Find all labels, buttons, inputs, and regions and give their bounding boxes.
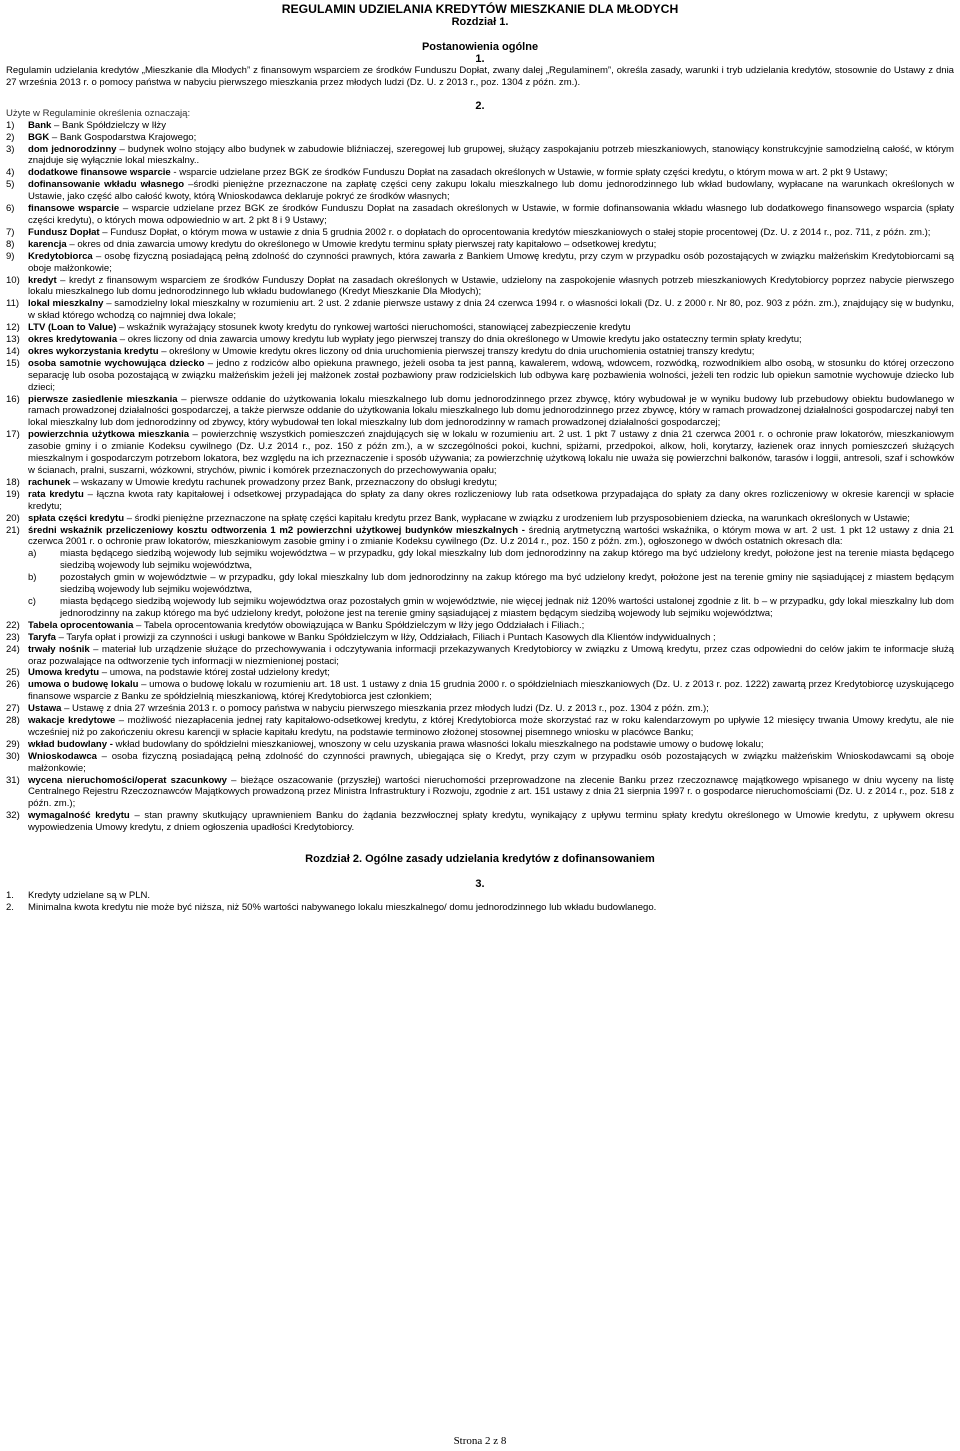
definition-term: dodatkowe finansowe wsparcie bbox=[28, 167, 171, 179]
definition-item bbox=[6, 620, 954, 632]
definition-number: 28) bbox=[6, 715, 20, 727]
chapter-2-heading: Rozdział 2. Ogólne zasady udzielania kredytów z dofinansowaniem bbox=[305, 853, 655, 866]
definition-number: 5) bbox=[6, 179, 15, 191]
definition-number: 15) bbox=[6, 357, 20, 369]
definitions-list bbox=[6, 120, 954, 834]
definition-number: 17) bbox=[6, 429, 20, 441]
definition-text: – pierwsze oddanie do użytkowania lokalu mieszkalnego lub domu jednorodzinnego przez zbywcę, który wybudował je w wyniku budowy lub przebudowy obiektu budowlanego w ramach prowadzonej działalności gospodarczej, a także pierwsze oddanie do użytkowania lokalu mieszkalnego lub domu jednorodzinnego przez zbywcę, który w ramach prowadzonej działalności gospodarczej nabył ten lokal mieszkalny lub dom jednorodzinny od zbywcy, który wybudował ten lokal mieszkalny lub dom jednorodzinny w ramach prowadzonej działalności gospodarczej; bbox=[28, 393, 954, 429]
definition-number: 11) bbox=[6, 298, 20, 310]
definition-text: – osobę fizyczną posiadającą pełną zdolność do czynności prawnych, która zawarła z Bankiem Umowę kredytu, przy czym w przypadku osób pozostających w związku małżeńskim Kredytobiorcami są oboje małżonkowie; bbox=[28, 250, 954, 274]
definition-text: – określony w Umowie kredytu okres liczony od dnia uruchomienia pierwszej transzy kredytu do dnia uruchomienia ostatniej transzy kredytu; bbox=[158, 345, 755, 357]
definition-number: 25) bbox=[6, 667, 20, 679]
paragraph-1-number: 1. bbox=[475, 53, 485, 65]
definition-text: – umowa, na podstawie której został udzielony kredyt; bbox=[99, 667, 330, 679]
definition-item bbox=[6, 227, 954, 239]
definition-term: Fundusz Dopłat bbox=[28, 226, 100, 238]
definition-item bbox=[6, 703, 954, 715]
definition-item bbox=[6, 334, 954, 346]
definition-term: okres kredytowania bbox=[28, 334, 118, 346]
definition-number: 22) bbox=[6, 619, 20, 631]
definition-number: 31) bbox=[6, 774, 20, 786]
definition-term: lokal mieszkalny bbox=[28, 298, 104, 310]
definition-item bbox=[6, 239, 954, 251]
chapter-1-heading: Rozdział 1. bbox=[451, 16, 509, 28]
definition-item bbox=[6, 477, 954, 489]
definition-text: – budynek wolno stojący albo budynek w zabudowie bliźniaczej, szeregowej lub grupowej, służący zaspokajaniu potrzeb mieszkaniowych, stanowiący konstrukcyjnie samodzielną całość, w którym znajduje się wyłącznie lokal mieszkalny.. bbox=[28, 143, 955, 167]
definition-item bbox=[6, 179, 954, 203]
definition-item bbox=[6, 251, 954, 275]
definition-text: – Tabela oprocentowania kredytów obowiązująca w Banku Spółdzielczym w Iłży jego Oddziałach i Filiach.; bbox=[133, 619, 585, 631]
definition-item bbox=[6, 275, 954, 299]
definition-item bbox=[6, 358, 954, 394]
definition-item bbox=[6, 394, 954, 430]
definition-number: 19) bbox=[6, 488, 20, 500]
definition-number: 9) bbox=[6, 250, 15, 262]
definition-text: – jedno z rodziców albo opiekuna prawnego, jeżeli osoba ta jest panną, kawalerem, wdową, wdowcem, rozwódką, rozwodnikiem albo osobą, w stosunku do której orzeczono separację lub osoba pozostającą w związku małżeńskim jeżeli jej małżonek został pozbawiony praw rodzicielskich lub odbywa karę pozbawienia wolności, jeżeli ten rodzic lub opiekun samotnie wychowuje dziecko lub dzieci; bbox=[28, 357, 954, 393]
definition-item bbox=[6, 120, 954, 132]
definition-number: 21) bbox=[6, 524, 20, 536]
definition-item bbox=[6, 715, 954, 739]
definition-item bbox=[6, 203, 954, 227]
definition-text: – samodzielny lokal mieszkalny w rozumieniu art. 2 ust. 2 zdanie pierwsze ustawy z dnia 24 czerwca 1994 r. o własności lokali (Dz. U. z 2000 r. Nr 80, poz. 903 z późn. zm.), znajdujący się w budynku, w skład którego wchodzą co najmniej dwa lokale; bbox=[28, 298, 954, 322]
definition-term: umowa o budowę lokalu bbox=[28, 679, 139, 691]
definition-item bbox=[6, 132, 954, 144]
definition-number: 3) bbox=[6, 143, 15, 155]
definition-text: - wsparcie udzielane przez BGK ze środków Funduszu Dopłat na zasadach określonych w Ustawie, w formie spłaty części kredytu, o którym mowa w art. 2 pkt 9 Ustawy; bbox=[170, 167, 888, 179]
definition-text: – Fundusz Dopłat, o którym mowa w ustawie z dnia 5 grudnia 2002 r. o dopłatach do oprocentowania kredytów mieszkaniowych o stałej stopie procentowej (Dz. U. z 2014 r., poz. 711, z późn. zm.); bbox=[99, 226, 931, 238]
definition-number: 23) bbox=[6, 631, 20, 643]
definition-number: 8) bbox=[6, 238, 15, 250]
definition-text: – Ustawę z dnia 27 września 2013 r. o pomocy państwa w nabyciu pierwszego mieszkania przez młodych ludzi (Dz. U. z 2013 r., poz. 1304 z późn. zm.); bbox=[61, 703, 709, 715]
subitem-letter: a) bbox=[28, 548, 37, 560]
definition-term: osoba samotnie wychowująca dziecko bbox=[28, 357, 205, 369]
definition-number: 14) bbox=[6, 345, 20, 357]
definition-number: 29) bbox=[6, 738, 20, 750]
paragraph-3-number: 3. bbox=[475, 878, 485, 891]
definition-text: –środki pieniężne przeznaczone na zapłatę części ceny zakupu lokalu mieszkalnego lub domu jednorodzinnego lub wkład budowlany, wypłacane na warunkach określonych w Ustawie, jako część albo całość kwoty, którą Wnioskodawca deklaruje pokryć ze środków własnych; bbox=[28, 179, 954, 203]
definition-text: – umowa o budowę lokalu w rozumieniu art. 18 ust. 1 ustawy z dnia 15 grudnia 2000 r. o spółdzielniach mieszkaniowych (Dz. U. z 2013 r. poz. 1222) zawartą przez Kredytobiorcę uzyskującego finansowe wsparcie z Banku ze spółdzielnią mieszkaniową, której Kredytobiorca jest członkiem; bbox=[28, 679, 954, 703]
definition-text: – Bank Gospodarstwa Krajowego; bbox=[49, 131, 197, 143]
definition-term: Wnioskodawca bbox=[28, 750, 97, 762]
page-footer: Strona 2 z 8 bbox=[453, 1435, 507, 1447]
definition-text: – wskaźnik wyrażający stosunek kwoty kredytu do rynkowej wartości nieruchomości, stanowiącej zabezpieczenie kredytu bbox=[116, 322, 631, 334]
definition-number: 30) bbox=[6, 750, 20, 762]
definition-text: – Taryfa opłat i prowizji za czynności i usługi bankowe w Banku Spółdzielczym w Iłży, Oddziałach, Filiach i Puntach Kasowych dla Klientów indywidualnych ; bbox=[55, 631, 716, 643]
subitem-letter: c) bbox=[28, 595, 36, 607]
chapter-2-item-number: 1. bbox=[6, 890, 14, 902]
definition-number: 7) bbox=[6, 226, 15, 238]
subitem-text: pozostałych gmin w województwie – w przypadku, gdy lokal mieszkalny lub dom jednorodzinny na zakup którego ma być udzielony kredyt, położone jest na terenie gminy nie sąsiadującej z miastem będącym siedzibą wojewody lub sejmiku województwa, bbox=[60, 572, 954, 596]
paragraph-1-text: Regulamin udzielania kredytów „Mieszkanie dla Młodych” z finansowym wsparciem ze środków Funduszu Dopłat, zwany dalej „Regulaminem”, określa zasady, warunki i tryb udzielania kredytów, stosownie do Ustawy z dnia 27 września 2013 r. o pomocy państwa w nabyciu pierwszego mieszkania przez młodych ludzi (Dz. U. z 2013 r., poz. 1304 z późn. zm.). bbox=[6, 65, 954, 88]
definition-subitem bbox=[28, 596, 954, 620]
definition-text: – kredyt z finansowym wsparciem ze środków Funduszy Dopłat na zasadach określonych w Ustawie, udzielony na zaspokojenie własnych potrzeb mieszkaniowych Kredytobiorcy poprzez nabycie pierwszego lokalu mieszkalnego lub domu jednorodzinnego lub wkładu budowlanego (Kredyt Mieszkanie Dla Młodych); bbox=[28, 274, 954, 298]
definition-term: rachunek bbox=[28, 476, 71, 488]
definition-number: 24) bbox=[6, 643, 20, 655]
definition-text: – stan prawny skutkujący uprawnieniem Banku do żądania bezzwłocznej spłaty kredytu, wynikający z upływu terminu spłaty kredytu określonego w Umowie kredytu, z upływem okresu wypowiedzenia Umowy kredytu, z dniem ogłoszenia upadłości Kredytobiorcy. bbox=[28, 810, 955, 834]
definition-item bbox=[6, 810, 954, 834]
definition-item bbox=[6, 489, 954, 513]
definition-number: 26) bbox=[6, 679, 20, 691]
definition-item bbox=[6, 346, 954, 358]
definition-text: – osoba fizyczną posiadającą pełną zdolność do czynności prawnych, ubiegająca się o Kredyt, przy czym w przypadku osób pozostających w związku małżeńskim Wnioskodawcami są oboje małżonkowie; bbox=[28, 750, 954, 774]
definition-number: 10) bbox=[6, 274, 20, 286]
definition-item bbox=[6, 144, 954, 168]
definition-term: okres wykorzystania kredytu bbox=[28, 345, 159, 357]
definition-number: 32) bbox=[6, 810, 20, 822]
definition-term: powierzchnia użytkowa mieszkania bbox=[28, 429, 190, 441]
definition-number: 12) bbox=[6, 322, 20, 334]
definition-text: – bieżące oszacowanie (przyszłej) wartości nieruchomości przeprowadzone na zlecenie Banku przez rzeczoznawcę majątkowego wpisanego w dniu wyceny na listę Centralnego Rejestru Rzeczoznawców Majątkowych prowadzoną przez Ministra Infrastruktury i Rozwoju, zgodnie z art. 151 ustawy z dnia 21 sierpnia 1997 r. o gospodarce nieruchomościami (Dz. U. z 2014 r., poz. 518 z późn. zm.); bbox=[28, 774, 954, 810]
definition-term: BGK bbox=[28, 131, 50, 143]
subitem-text: miasta będącego siedzibą wojewody lub sejmiku województwa oraz pozostałych gmin w województwie, nie więcej jednak niż 120% wartości ustalonej zgodnie z lit. b – w przypadku, gdy lokal mieszkalny lub dom jednorodzinny na zakup którego ma być udzielony kredyt, położone jest na terenie gminy sąsiadującej z miastem będącym siedzibą wojewody lub sejmiku województwa; bbox=[60, 595, 954, 619]
definition-term: karencja bbox=[28, 238, 67, 250]
definition-term: wkład budowlany - bbox=[28, 738, 113, 750]
definition-text: – Bank Spółdzielczy w Iłży bbox=[51, 119, 166, 131]
definition-number: 6) bbox=[6, 203, 15, 215]
chapter-2-item-text: Minimalna kwota kredytu nie może być niższa, niż 50% wartości nabywanego lokalu mieszkalnego/ domu jednorodzinnego lub wkładu budowlanego. bbox=[28, 902, 657, 913]
definition-item bbox=[6, 525, 954, 620]
definition-sublist bbox=[28, 548, 954, 619]
definition-item bbox=[6, 679, 954, 703]
definition-item bbox=[6, 167, 954, 179]
definition-item bbox=[6, 513, 954, 525]
paragraph-2-intro: Użyte w Regulaminie określenia oznaczają: bbox=[6, 107, 191, 119]
definition-term: Kredytobiorca bbox=[28, 250, 93, 262]
definition-text: – środki pieniężne przeznaczone na spłatę części kapitału kredytu przez Bank, wypłacane w związku z urodzeniem lub przysposobieniem dziecka, na warunkach określonych w Ustawie; bbox=[124, 512, 910, 524]
chapter-2-item bbox=[6, 902, 954, 914]
definition-term: Taryfa bbox=[28, 631, 56, 643]
definition-number: 2) bbox=[6, 131, 15, 143]
definition-term: finansowe wsparcie bbox=[28, 203, 120, 215]
definition-text: – możliwość niezapłacenia jednej raty kapitałowo-odsetkowej kredytu, z której Kredytobiorca może skorzystać raz w roku kalendarzowym po upływie 12 miesięcy trwania Umowy kredytu, ale nie wcześniej niż po zakończeniu okresu karencji w spłacie kapitału kredytu, na podstawie terminowo złożonej stosownej pisemnego wniosku w placówce Banku; bbox=[28, 715, 954, 738]
definition-term: wakacje kredytowe bbox=[28, 715, 116, 727]
definition-term: pierwsze zasiedlenie mieszkania bbox=[28, 393, 178, 405]
definition-text: – powierzchnię wszystkich pomieszczeń znajdujących się w lokalu w rozumieniu art. 2 ust. 1 pkt 7 ustawy z dnia 21 czerwca 2001 r. o ochronie praw lokatorów, mieszkaniowym zasobie gminy i o zmianie Kodeksu cywilnego (Dz. U.z 2014 r., poz. 150 z późn zm.), a w szczególności pokoi, kuchni, spiżarni, przedpokoi, alkow, holi, korytarzy, łazienek oraz innych pomieszczeń służących mieszkalnym i gospodarczym potrzebom lokatora, bez względu na ich przeznaczenie i sposób używania; za powierzchnię użytkową lokalu nie uważa się powierzchni balkonów, tarasów i loggii, antresoli, szaf i schowków w ścianach, pralni, suszarni, wózkowni, strychów, piwnic i komórek przeznaczonych do przechowywania opału; bbox=[28, 429, 954, 476]
definition-term: Tabela oprocentowania bbox=[28, 619, 134, 631]
definition-subitem bbox=[28, 572, 954, 596]
definition-text: – wskazany w Umowie kredytu rachunek prowadzony przez Bank, przeznaczony do obsługi kredytu; bbox=[70, 476, 498, 488]
definition-term: dom jednorodzinny bbox=[28, 143, 117, 155]
definition-number: 13) bbox=[6, 334, 20, 346]
definition-text: wkład budowlany do spółdzielni mieszkaniowej, wnoszony w celu uzyskania prawa własności lokalu mieszkalnego na podstawie umowy o budowę lokalu; bbox=[112, 738, 764, 750]
definition-item bbox=[6, 298, 954, 322]
definition-term: Bank bbox=[28, 119, 52, 131]
document-title: REGULAMIN UDZIELANIA KREDYTÓW MIESZKANIE DLA MŁODYCH bbox=[281, 2, 679, 16]
definition-term: LTV (Loan to Value) bbox=[28, 322, 117, 334]
definition-text: – wsparcie udzielane przez BGK ze środków Funduszu Dopłat na zasadach określonych w Ustawie, w formie dofinansowania wkładu własnego lub dodatkowego finansowego wsparcia (spłaty części kredytu), o których mowa odpowiednio w art. 2 pkt 8 i 9 Ustawy; bbox=[28, 203, 954, 226]
definition-term: trwały nośnik bbox=[28, 643, 90, 655]
definition-number: 27) bbox=[6, 703, 20, 715]
definition-term: Umowa kredytu bbox=[28, 667, 100, 679]
definition-item bbox=[6, 644, 954, 668]
definition-item bbox=[6, 775, 954, 811]
definition-term: dofinansowanie wkładu własnego bbox=[28, 179, 185, 191]
definition-item bbox=[6, 322, 954, 334]
definition-item bbox=[6, 429, 954, 477]
definition-number: 1) bbox=[6, 119, 15, 131]
chapter-2-item bbox=[6, 890, 954, 902]
chapter-2-list bbox=[6, 890, 954, 914]
section-1-title: Postanowienia ogólne bbox=[421, 41, 539, 53]
chapter-2-item-text: Kredyty udzielane są w PLN. bbox=[28, 890, 151, 902]
definition-term: wycena nieruchomości/operat szacunkowy bbox=[28, 774, 227, 786]
definition-term: rata kredytu bbox=[28, 488, 84, 500]
definition-term: średni wskaźnik przeliczeniowy kosztu odtworzenia 1 m2 powierzchni użytkowej budynków mieszkalnych - bbox=[28, 524, 525, 536]
definition-text: – łączna kwota raty kapitałowej i odsetkowej przypadająca do spłaty za dany okres rozliczeniowy lub rata odsetkowa przypadająca do spłaty za dany okres rozliczeniowy w okresie karencji w spłacie kredytu; bbox=[28, 488, 955, 512]
subitem-text: miasta będącego siedzibą wojewody lub sejmiku województwa – w przypadku, gdy lokal mieszkalny lub dom jednorodzinny na zakup którego ma być udzielony kredyt, położone jest na terenie miasta będącego siedzibą wojewody lub sejmiku województwa, bbox=[60, 548, 954, 572]
definition-text: – materiał lub urządzenie służące do przechowywania i odczytywania informacji przekazywanych Kredytobiorcy w związku z Umową kredytu, przez czas odpowiedni do celów jakim te informacje służą oraz pozwalające na odtworzenie tych informacji w niezmienionej postaci; bbox=[28, 643, 954, 667]
subitem-letter: b) bbox=[28, 572, 37, 584]
definition-text: średnią arytmetyczną wartości wskaźnika, o którym mowa w art. 2 ust. 1 pkt 12 ustawy z dnia 21 czerwca 2001 r. o ochronie praw lokatorów, mieszkaniowym zasobie gminy i o zmianie Kodeksu cywilnego (Dz. U.z 2014 r., poz. 150 z późn. zm.), ogłoszonego w dwóch ostatnich okresach dla: bbox=[28, 524, 954, 548]
definition-term: wymagalność kredytu bbox=[28, 810, 130, 822]
chapter-2-item-number: 2. bbox=[6, 902, 14, 913]
definition-number: 4) bbox=[6, 167, 15, 179]
definition-item bbox=[6, 632, 954, 644]
definition-term: spłata części kredytu bbox=[28, 512, 125, 524]
definition-text: – okres liczony od dnia zawarcia umowy kredytu lub wypłaty jego pierwszej transzy do dnia określonego w Umowie kredytu jako ostateczny termin spłaty kredytu; bbox=[117, 334, 802, 346]
definition-number: 16) bbox=[6, 393, 20, 405]
definition-item bbox=[6, 751, 954, 775]
definition-subitem bbox=[28, 548, 954, 572]
definition-term: Ustawa bbox=[28, 703, 62, 715]
definition-number: 20) bbox=[6, 512, 20, 524]
definition-item bbox=[6, 667, 954, 679]
definition-term: kredyt bbox=[28, 274, 57, 286]
definition-number: 18) bbox=[6, 476, 20, 488]
definition-text: – okres od dnia zawarcia umowy kredytu do określonego w Umowie kredytu terminu spłaty pierwszej raty kapitałowo – odsetkowej kredytu; bbox=[66, 238, 657, 250]
paragraph-2-number: 2. bbox=[475, 99, 485, 112]
definition-item bbox=[6, 739, 954, 751]
